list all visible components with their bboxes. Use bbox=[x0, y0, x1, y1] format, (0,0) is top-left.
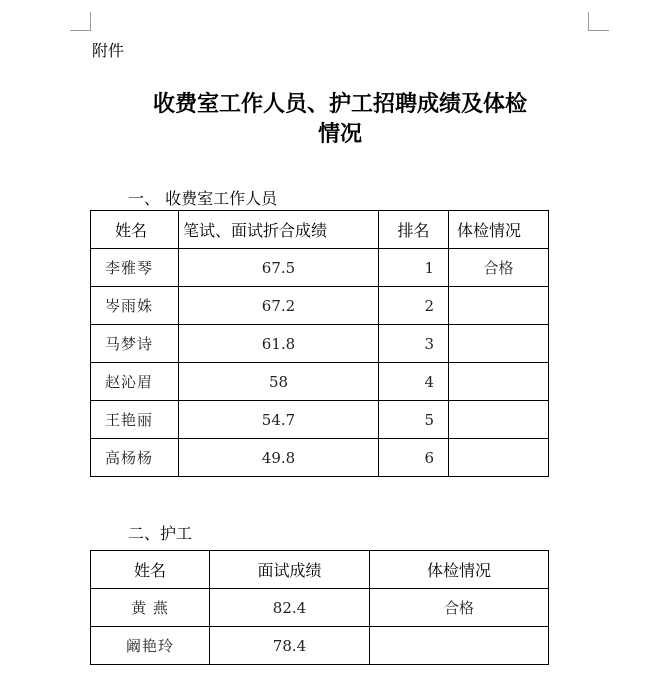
table-row bbox=[91, 589, 549, 627]
cell-rank: 5 bbox=[379, 401, 449, 439]
cell-medical-check bbox=[370, 627, 549, 665]
cell-name: 赵沁眉 bbox=[91, 363, 179, 401]
cell-medical-check bbox=[449, 363, 549, 401]
cell-rank: 4 bbox=[379, 363, 449, 401]
table-row bbox=[91, 627, 549, 665]
cell-rank: 2 bbox=[379, 287, 449, 325]
cell-name: 马梦诗 bbox=[91, 325, 179, 363]
title-line-1: 收费室工作人员、护工招聘成绩及体检 bbox=[152, 91, 527, 117]
cell-score: 67.2 bbox=[179, 287, 379, 325]
cell-medical-check bbox=[449, 401, 549, 439]
cell-score: 61.8 bbox=[179, 325, 379, 363]
cell-rank: 1 bbox=[379, 249, 449, 287]
cell-score: 82.4 bbox=[210, 589, 370, 627]
table-header-row bbox=[91, 551, 549, 589]
cell-medical-check bbox=[449, 287, 549, 325]
cell-score: 58 bbox=[179, 363, 379, 401]
cell-name: 王艳丽 bbox=[91, 401, 179, 439]
table-row bbox=[91, 287, 549, 325]
table-row bbox=[91, 363, 549, 401]
cell-score: 49.8 bbox=[179, 439, 379, 477]
document-title bbox=[90, 89, 590, 149]
nursing-workers-table bbox=[90, 550, 549, 665]
header-medical-check: 体检情况 bbox=[370, 551, 549, 589]
cell-score: 78.4 bbox=[210, 627, 370, 665]
cell-name: 李雅琴 bbox=[91, 249, 179, 287]
header-rank: 排名 bbox=[379, 211, 449, 249]
page-corner-mark-top-right bbox=[588, 12, 609, 31]
page-corner-mark-top-left bbox=[70, 12, 91, 31]
table-row bbox=[91, 249, 549, 287]
cell-rank: 6 bbox=[379, 439, 449, 477]
cell-medical-check: 合格 bbox=[370, 589, 549, 627]
header-name: 姓名 bbox=[91, 211, 179, 249]
attachment-label: 附件 bbox=[92, 41, 125, 60]
table-row bbox=[91, 401, 549, 439]
header-combined-score: 笔试、面试折合成绩 bbox=[179, 211, 379, 249]
header-name: 姓名 bbox=[91, 551, 210, 589]
header-medical-check: 体检情况 bbox=[449, 211, 549, 249]
table-row bbox=[91, 439, 549, 477]
cell-score: 67.5 bbox=[179, 249, 379, 287]
cell-rank: 3 bbox=[379, 325, 449, 363]
cell-name: 阚艳玲 bbox=[91, 627, 210, 665]
section-heading-nursing-workers: 二、护工 bbox=[128, 524, 193, 543]
cell-name: 黄 燕 bbox=[91, 589, 210, 627]
table-header-row bbox=[91, 211, 549, 249]
cell-name: 高杨杨 bbox=[91, 439, 179, 477]
cell-name: 岑雨姝 bbox=[91, 287, 179, 325]
table-row bbox=[91, 325, 549, 363]
cell-medical-check: 合格 bbox=[449, 249, 549, 287]
cell-medical-check bbox=[449, 325, 549, 363]
section-heading-cashier-staff: 一、 收费室工作人员 bbox=[128, 189, 278, 208]
cell-medical-check bbox=[449, 439, 549, 477]
cell-score: 54.7 bbox=[179, 401, 379, 439]
header-interview-score: 面试成绩 bbox=[210, 551, 370, 589]
cashier-staff-table bbox=[90, 210, 549, 477]
title-line-2: 情况 bbox=[317, 121, 362, 147]
